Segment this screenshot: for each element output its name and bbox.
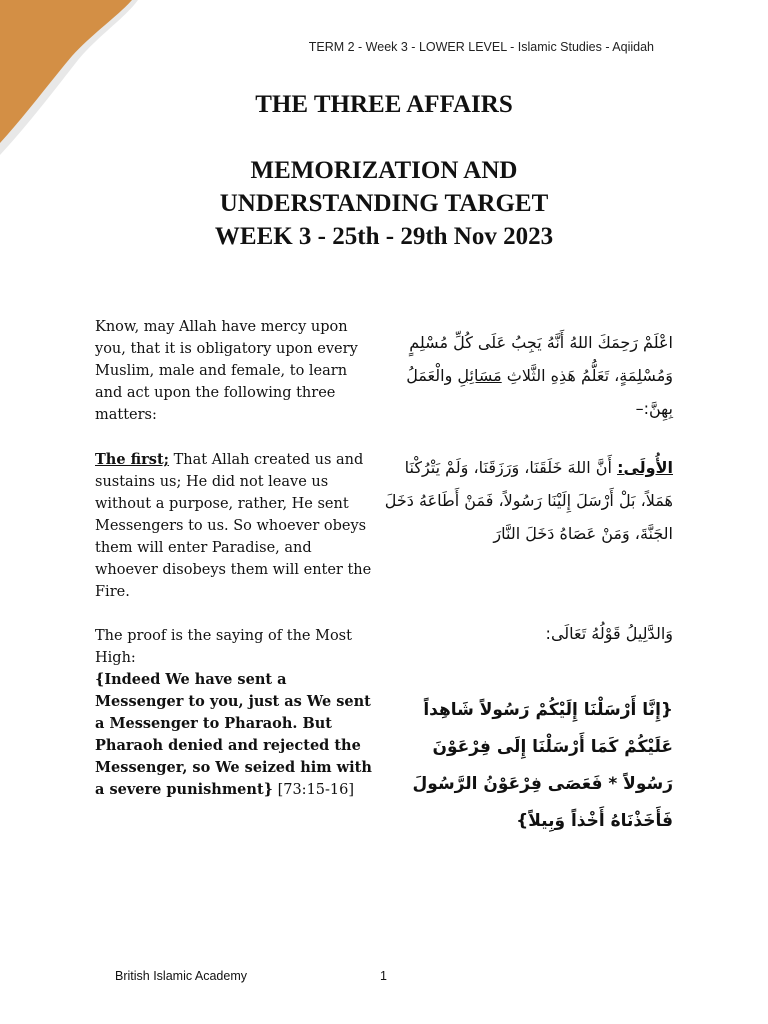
arabic-underlined-word: مَسَائِلِ: [457, 366, 502, 385]
week-dates: WEEK 3 - 25th - 29th Nov 2023: [214, 223, 554, 250]
verse-translation: {Indeed We have sent a Messenger to you, just as We sent a Messenger to Pharaoh. But Pharaoh denied and rejected the Messenger, so We seized him with a severe punishment}: [95, 671, 372, 798]
footer-organization: British Islamic Academy: [115, 969, 247, 983]
first-text: That Allah created us and sustains us; He did not leave us without a purpose, rather, He sent Messengers to us. So whoever obeys them will enter Paradise, and whoever disobeys them will enter the Fire.: [95, 452, 372, 600]
subtitle-line-1: MEMORIZATION AND: [250, 157, 518, 184]
subtitle-line-2: UNDERSTANDING TARGET: [219, 190, 549, 217]
english-first-affair: [95, 449, 375, 603]
proof-intro: The proof is the saying of the Most High:: [95, 628, 352, 666]
verse-reference: [73:15-16]: [272, 782, 355, 798]
english-proof: [95, 625, 375, 801]
arabic-first-label: الأُولَى:: [617, 458, 673, 477]
first-label: The first;: [95, 451, 170, 468]
document-title: THE THREE AFFAIRS: [255, 91, 513, 118]
arabic-verse: {إِنَّا أَرْسَلْنَا إِلَيْكُمْ رَسُولاً شَاهِداً عَلَيْكُمْ كَمَا أَرْسَلْنَا إِلَى فِرْعَوْنَ رَسُولاً * فَعَصَى فِرْعَوْنُ الرَّسُولَ فَأَخَذْنَاهُ أَخْذاً وَبِيلاً}: [412, 700, 673, 831]
arabic-proof-intro: وَالدَّلِيلُ قَوْلُهُ تَعَالَى:: [545, 624, 673, 643]
arabic-first-affair: الأُولَى: أَنَّ اللهَ خَلَقَنَا، وَرَزَقَنَا، وَلَمْ يَتْرُكْنَا هَمَلاً، بَلْ أَرْسَلَ إِلَيْنَا رَسُولاً، فَمَنْ أَطَاعَهُ دَخَلَ الجَنَّةَ، وَمَنْ عَصَاهُ دَخَلَ النَّارَ: [384, 458, 673, 543]
english-intro: Know, may Allah have mercy upon you, that it is obligatory upon every Muslim, male and female, to learn and act upon the following three matters:: [95, 319, 358, 423]
page-number: 1: [380, 969, 387, 983]
title-block: [0, 88, 768, 253]
document-header: TERM 2 - Week 3 - LOWER LEVEL - Islamic Studies - Aqiidah: [308, 40, 654, 54]
arabic-intro: اعْلَمْ رَحِمَكَ اللهُ أَنَّهُ يَجِبُ عَلَى كُلِّ مُسْلِمٍ وَمُسْلِمَةٍ، تَعَلُّمُ هَذِهِ الثَّلاثِ مَسَائِلِ والْعَمَلُ بِهِنَّ:–: [406, 333, 673, 418]
